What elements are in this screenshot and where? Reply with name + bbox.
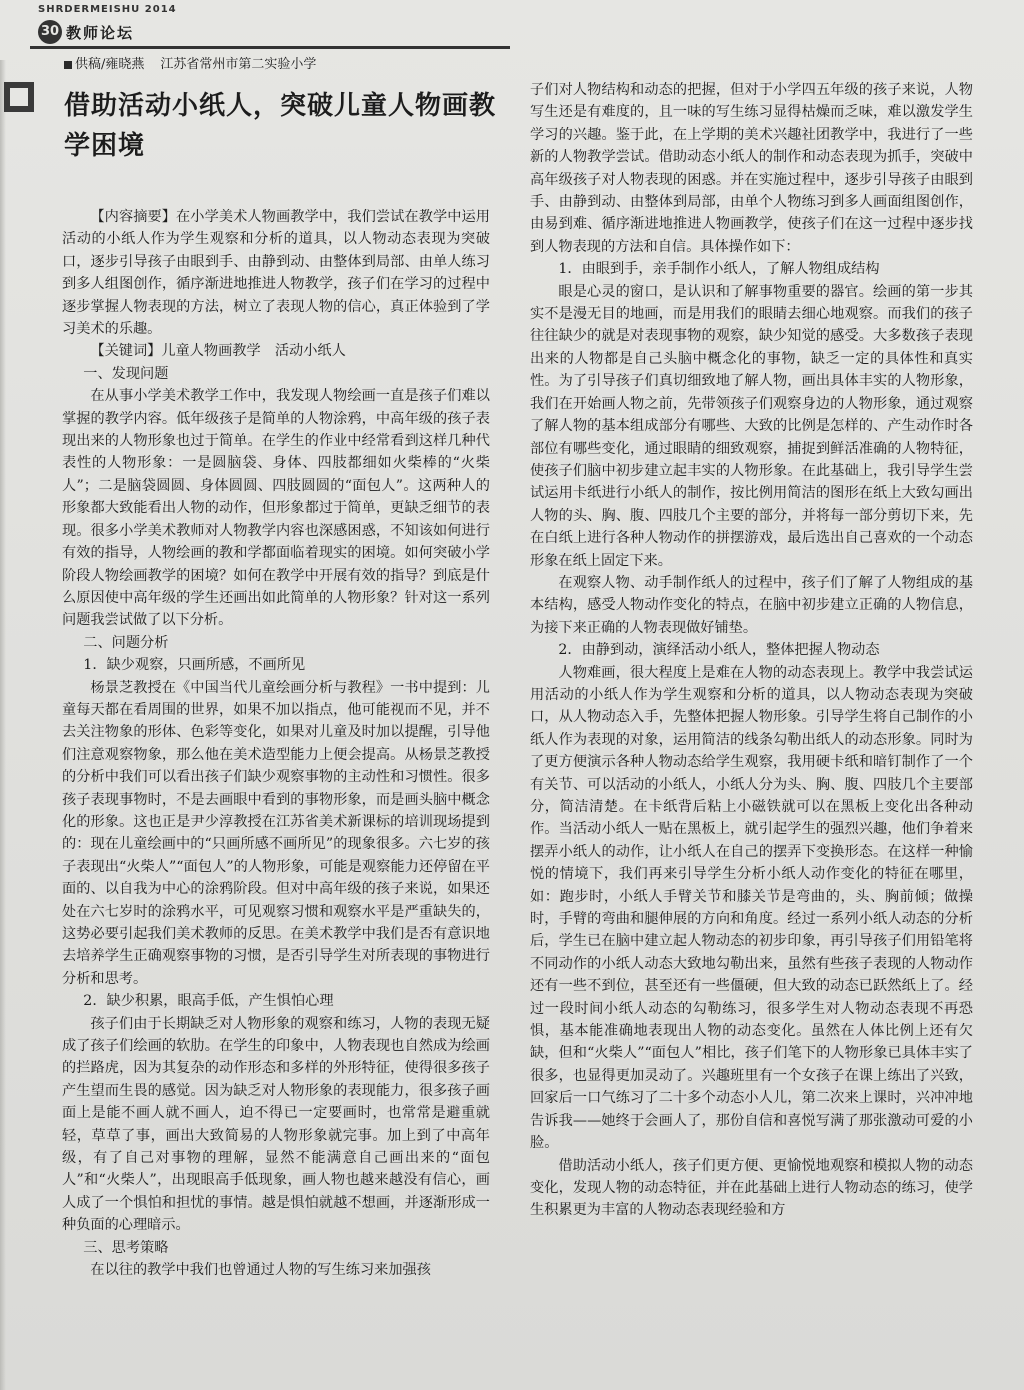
byline (64, 53, 316, 72)
paragraph: 杨景芝教授在《中国当代儿童绘画分析与教程》一书中提到：儿童每天都在看周围的世界，如果不加以指点，他可能视而不见，并不去关注物象的形体、色彩等变化，如果对儿童及时加以提醒，引导他们注意观察物象，那么他在美术造型能力上便会提高。从杨景芝教授的分析中我们可以看出孩子们缺少观察事物的主动性和习惯性。很多孩子表现事物时，不是去画眼中看到的事物形象，而是画头脑中概念化的形象。这也正是尹少淳教授在江苏省美术新课标的培训现场提到的：现在儿童绘画中的“只画所感不画所见”的现象很多。六七岁的孩子表现出“火柴人”“面包人”的人物形象，可能是观察能力还停留在平面的、以自我为中心的涂鸦阶段。但对中高年级的孩子来说，如果还处在六七岁时的涂鸦水平，可见观察习惯和观察水平是严重缺失的，这势必要引起我们美术教师的反思。在美术教学中我们是否有意识地去培养学生正确观察事物的习惯，是否引导学生对所表现的事物进行分析和思考。 (62, 679, 490, 987)
section-heading: 一、发现问题 (83, 365, 169, 382)
paragraph: 眼是心灵的窗口，是认识和了解事物重要的器官。绘画的第一步其实不是漫无目的地画，而是用我们的眼睛去细心地观察。而我们的孩子往往缺少的就是对表现事物的观察，缺少知觉的感受。大多数孩子表现出来的人物都是自己头脑中概念化的事物，缺乏一定的具体性和真实性。为了引导孩子们真切细致地了解人物，画出具体丰实的人物形象，我们在开始画人物之前，先带领孩子们观察身边的人物形象，通过观察了解人物的基本组成部分有哪些、大致的比例是怎样的、产生动作时各部位有哪些变化，通过眼睛的细致观察，捕捉到鲜活准确的人物特征，使孩子们脑中初步建立起丰实的人物形象。在此基础上，我引导学生尝试运用卡纸进行小纸人的制作，按比例用简洁的图形在纸上大致勾画出人物的头、胸、腹、四肢几个主要的部分，并将每一部分剪切下来，先在白纸上进行各种人物动作的拼摆游戏，最后选出自己喜欢的一个动态形象在纸上固定下来。 (530, 283, 973, 569)
keywords: 【关键词】儿童人物画教学 活动小纸人 (90, 343, 346, 360)
column-name: 教师论坛 (66, 23, 135, 42)
paragraph: 在以往的教学中我们也曾通过人物的写生练习来加强孩 (90, 1262, 431, 1279)
subsection-heading: 1．由眼到手，亲手制作小纸人，了解人物组成结构 (558, 261, 880, 278)
paragraph-continued: 子们对人物结构和动态的把握，但对于小学四五年级的孩子来说，人物写生还是有难度的，且一味的写生练习显得枯燥而乏味，难以激发学生学习的兴趣。鉴于此，在上学期的美术兴趣社团教学中，我进行了一些新的人物教学尝试。借助动态小纸人的制作和动态表现为抓手，突破中高年级孩子对人物表现的困惑。并在实施过程中，逐步引导孩子由眼到手、由静到动、由整体到局部，由单个人物练习到多人画面组图创作，由易到难、循序渐进地推进人物画教学，使孩子们在这一过程中逐步找到人物表现的方法和自信。具体操作如下： (530, 82, 973, 255)
abstract: 【内容摘要】在小学美术人物画教学中，我们尝试在教学中运用活动的小纸人作为学生观察和分析的道具，以人物动态表现为突破口，逐步引导孩子由眼到手、由静到动、由整体到局部、由单人练习到多人组图创作，循序渐进地推进人物教学，孩子们在学习的过程中逐步掌握人物表现的方法，树立了表现人物的信心，真正体验到了学习美术的乐趣。 (62, 209, 490, 338)
subsection-heading: 2．由静到动，演绎活动小纸人，整体把握人物动态 (558, 642, 880, 659)
byline-author: 供稿/雍晓燕 (75, 57, 145, 72)
header-rule (30, 46, 510, 49)
square-bullet-icon (64, 61, 72, 69)
paragraph: 孩子们由于长期缺乏对人物形象的观察和练习，人物的表现无疑成了孩子们绘画的软肋。在学生的印象中，人物表现也自然成为绘画的拦路虎，因为其复杂的动作形态和多样的外形特征，使得很多孩子产生望而生畏的感觉。因为缺乏对人物形象的表现能力，很多孩子画面上是能不画人就不画人，迫不得已一定要画时，也常常是避重就轻，草草了事，画出大致简易的人物形象就完事。加上到了中高年级，有了自己对事物的理解，显然不能满意自己画出来的“面包人”和“火柴人”，出现眼高手低现象，画人物也越来越没有信心，画人成了一个惧怕和担忧的事情。越是惧怕就越不想画，并逐渐形成一种负面的心理暗示。 (62, 1015, 490, 1234)
masthead-column (38, 20, 134, 44)
text-column-right (530, 79, 973, 1222)
subsection-heading: 2．缺少积累，眼高手低，产生惧怕心理 (83, 993, 334, 1010)
masthead (38, 4, 177, 42)
paragraph: 借助活动小纸人，孩子们更方便、更愉悦地观察和模拟人物的动态变化，发现人物的动态特征，并在此基础上进行人物动态的练习，使学生积累更为丰富的人物动态表现经验和方 (530, 1157, 973, 1219)
subsection-heading: 1．缺少观察，只画所感，不画所见 (83, 657, 306, 674)
paragraph: 在观察人物、动手制作纸人的过程中，孩子们了解了人物组成的基本结构，感受人物动作变化的特点，在脑中初步建立正确的人物信息，为接下来正确的人物表现做好铺垫。 (530, 574, 973, 636)
text-column-left (62, 206, 490, 1282)
section-heading: 二、问题分析 (83, 634, 169, 651)
page-number-badge: 30 (38, 20, 62, 44)
section-heading: 三、思考策略 (83, 1239, 169, 1256)
paragraph: 在从事小学美术教学工作中，我发现人物绘画一直是孩子们难以掌握的教学内容。低年级孩子是简单的人物涂鸦，中高年级的孩子表现出来的人物形象也过于简单。在学生的作业中经常看到这样几种代表性的人物形象：一是圆脑袋、身体、四肢都细如火柴棒的“火柴人”；二是脑袋圆圆、身体圆圆、四肢圆圆的“面包人”。这两种人的形象都大致能看出人物的动作，但形象都过于简单，更缺乏细节的表现。很多小学美术教师对人物教学内容也深感困惑，不知该如何进行有效的指导，人物绘画的教和学都面临着现实的困境。如何突破小学阶段人物绘画教学的困境？如何在教学中开展有效的指导？到底是什么原因使中高年级的学生还画出如此简单的人物形象？针对这一系列问题我尝试做了以下分析。 (62, 388, 490, 629)
article-title: 借助活动小纸人，突破儿童人物画教学困境 (64, 91, 497, 161)
page-gutter-shadow (0, 60, 6, 1390)
title-square-icon (4, 82, 34, 112)
byline-school: 江苏省常州市第二实验小学 (160, 57, 317, 72)
paragraph: 人物难画，很大程度上是难在人物的动态表现上。教学中我尝试运用活动的小纸人作为学生观察和分析的道具，以人物动态表现为突破口，从人物动态入手，先整体把握人物形象。引导学生将自己制作的小纸人作为表现的对象，运用简洁的线条勾勒出纸人的动态形象。同时为了更方便演示各种人物动态给学生观察，我用硬卡纸和暗钉制作了一个有关节、可以活动的小纸人，小纸人分为头、胸、腹、四肢几个主要部分，简洁清楚。在卡纸背后粘上小磁铁就可以在黑板上变化出各种动作。当活动小纸人一贴在黑板上，就引起学生的强烈兴趣，他们争着来摆弄小纸人的动作，让小纸人在自己的摆弄下变换形态。在这样一种愉悦的情境下，我们再来引导学生分析小纸人动作变化的特征在哪里，如：跑步时，小纸人手臂关节和膝关节是弯曲的，头、胸前倾；做操时，手臂的弯曲和腿伸展的方向和角度。经过一系列小纸人动态的分析后，学生已在脑中建立起人物动态的初步印象，再引导孩子们用铅笔将不同动作的小纸人动态大致地勾勒出来，虽然有些孩子表现的人物动作还有一些不到位，甚至还有一些僵硬，但大致的动态已跃然纸上了。经过一段时间小纸人动态的勾勒练习，很多学生对人物动态表现不再恐惧，基本能准确地表现出人物的动态变化。虽然在人体比例上还有欠缺，但和“火柴人”“面包人”相比，孩子们笔下的人物形象已具体丰实了很多，也显得更加灵动了。兴趣班里有一个女孩子在课上练出了兴致，回家后一口气练习了二十多个动态小人儿，第二次来上课时，兴冲冲地告诉我——她终于会画人了，那份自信和喜悦写满了那张激动可爱的小脸。 (530, 664, 973, 1152)
masthead-publication: SHRDERMEISHU 2014 (38, 4, 177, 15)
